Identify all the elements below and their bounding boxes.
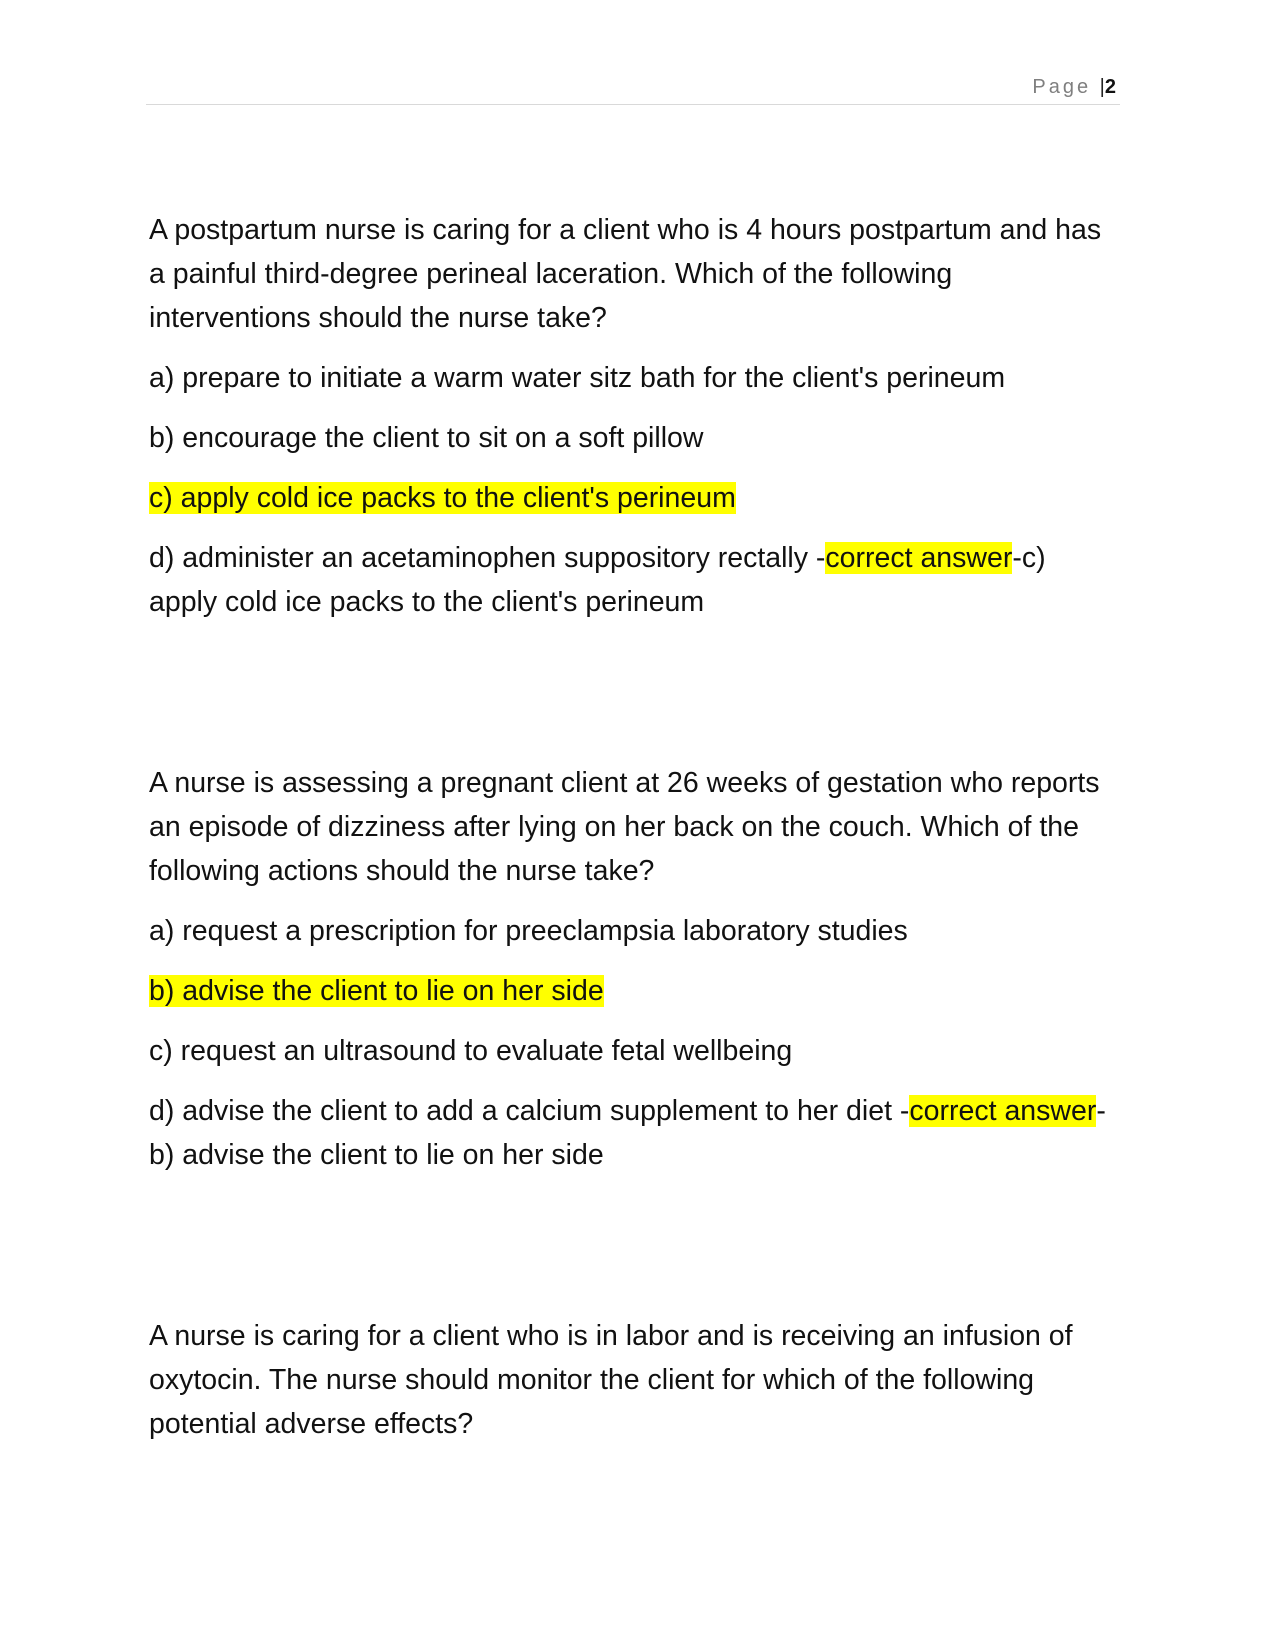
answer-option-b: b) encourage the client to sit on a soft pillow bbox=[149, 422, 704, 454]
answer-option-c: c) request an ultrasound to evaluate fetal wellbeing bbox=[149, 1035, 793, 1067]
correct-answer-marker: correct answer bbox=[825, 542, 1013, 574]
answer-option-d bbox=[149, 1089, 1117, 1177]
correct-answer-text: -b) advise the client to lie on her side bbox=[149, 1095, 1106, 1171]
option-d-text: d) administer an acetaminophen suppository rectally - bbox=[149, 542, 826, 574]
correct-answer-marker: correct answer bbox=[909, 1095, 1097, 1127]
answer-option-d bbox=[149, 536, 1117, 624]
page-label: Page bbox=[1032, 76, 1092, 98]
question-block bbox=[149, 761, 1117, 1193]
question-stem: A nurse is assessing a pregnant client at 26 weeks of gestation who reports an episode of dizziness after lying on her back on the couch. Which of the following actions should the nurse take? bbox=[149, 767, 1100, 887]
answer-option-a: a) prepare to initiate a warm water sitz bath for the client's perineum bbox=[149, 362, 1006, 394]
highlighted-option: b) advise the client to lie on her side bbox=[149, 975, 604, 1007]
question-block bbox=[149, 1314, 1117, 1462]
highlighted-option: c) apply cold ice packs to the client's perineum bbox=[149, 482, 736, 514]
correct-answer-text: -c) apply cold ice packs to the client's perineum bbox=[149, 542, 1046, 618]
question-stem: A nurse is caring for a client who is in labor and is receiving an infusion of oxytocin. The nurse should monitor the client for which of the following potential adverse effects? bbox=[149, 1320, 1073, 1440]
answer-option-a: a) request a prescription for preeclampsia laboratory studies bbox=[149, 915, 908, 947]
page-header bbox=[146, 70, 1120, 105]
question-stem: A postpartum nurse is caring for a client who is 4 hours postpartum and has a painful third-degree perineal laceration. Which of the following interventions should the nurse take? bbox=[149, 214, 1102, 334]
page-number-value: 2 bbox=[1104, 76, 1116, 98]
option-d-text: d) advise the client to add a calcium supplement to her diet - bbox=[149, 1095, 910, 1127]
question-block bbox=[149, 208, 1117, 640]
page-number bbox=[1032, 76, 1116, 99]
page-separator: | bbox=[1099, 76, 1105, 98]
answer-option-c bbox=[149, 476, 1117, 520]
answer-option-b bbox=[149, 969, 1117, 1013]
